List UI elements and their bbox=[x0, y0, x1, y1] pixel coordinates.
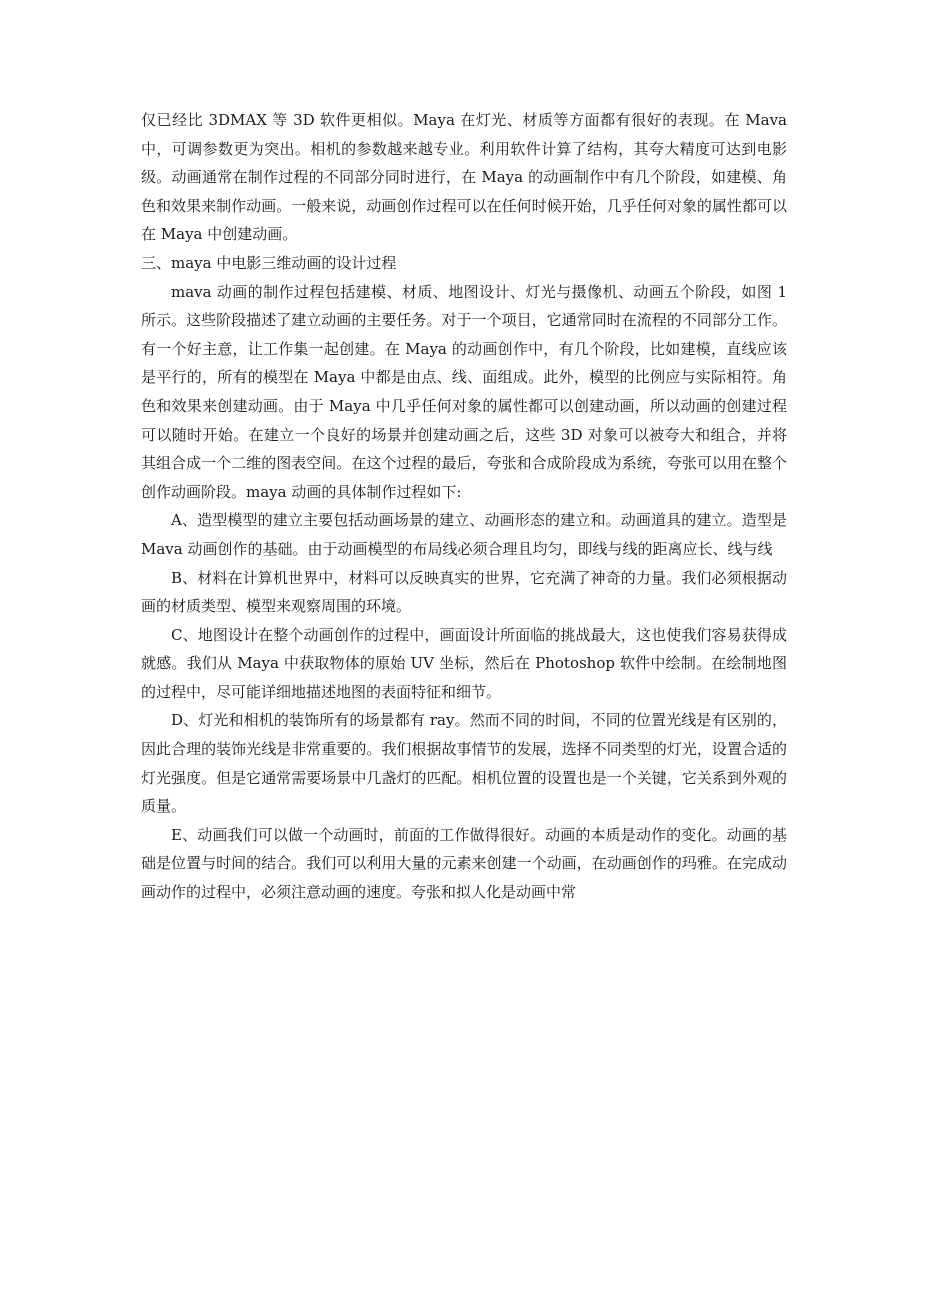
paragraph-step-c-maps: C、地图设计在整个动画创作的过程中，画面设计所面临的挑战最大，这也使我们容易获得成就感。我们从 Maya 中获取物体的原始 UV 坐标，然后在 Photoshop 软件中绘制。在绘制地图的过程中，尽可能详细地描述地图的表面特征和细节。 bbox=[141, 625, 787, 701]
section-heading: 三、maya 中电影三维动画的设计过程 bbox=[141, 253, 397, 272]
paragraph-process-overview: mava 动画的制作过程包括建模、材质、地图设计、灯光与摄像机、动画五个阶段，如图 1 所示。这些阶段描述了建立动画的主要任务。对于一个项目，它通常同时在流程的不同部分工作。有一个好主意，让工作集一起创建。在 Maya 的动画创作中，有几个阶段，比如建模，直线应该是平行的，所有的模型在 Maya 中都是由点、线、面组成。此外，模型的比例应与实际相符。角色和效果来创建动画。由于 Maya 中几乎任何对象的属性都可以创建动画，所以动画的创建过程可以随时开始。在建立一个良好的场景并创建动画之后，这些 3D 对象可以被夸大和组合，并将其组合成一个二维的图表空间。在这个过程的最后，夸张和合成阶段成为系统，夸张可以用在整个创作动画阶段。maya 动画的具体制作过程如下: bbox=[141, 282, 787, 501]
paragraph-step-a-modeling: A、造型模型的建立主要包括动画场景的建立、动画形态的建立和。动画道具的建立。造型是 Mava 动画创作的基础。由于动画模型的布局线必须合理且均匀，即线与线的距离应长、线与线 bbox=[141, 511, 787, 558]
document-page bbox=[141, 106, 787, 907]
paragraph-step-e-animation: E、动画我们可以做一个动画时，前面的工作做得很好。动画的本质是动作的变化。动画的基础是位置与时间的结合。我们可以利用大量的元素来创建一个动画，在动画创作的玛雅。在完成动画动作的过程中，必须注意动画的速度。夸张和拟人化是动画中常 bbox=[141, 825, 787, 902]
paragraph-step-d-lighting: D、灯光和相机的装饰所有的场景都有 ray。然而不同的时间，不同的位置光线是有区别的，因此合理的装饰光线是非常重要的。我们根据故事情节的发展，选择不同类型的灯光，设置合适的灯光强度。但是它通常需要场景中几盏灯的匹配。相机位置的设置也是一个关键，它关系到外观的质量。 bbox=[141, 711, 787, 816]
paragraph-step-b-materials: B、材料在计算机世界中，材料可以反映真实的世界，它充满了神奇的力量。我们必须根据动画的材质类型、模型来观察周围的环境。 bbox=[141, 568, 787, 616]
paragraph-intro-continued: 仅已经比 3DMAX 等 3D 软件更相似。Maya 在灯光、材质等方面都有很好的表现。在 Mava 中，可调参数更为突出。相机的参数越来越专业。利用软件计算了结构，其夸大精度可达到电影级。动画通常在制作过程的不同部分同时进行，在 Maya 的动画制作中有几个阶段，如建模、角色和效果来制作动画。一般来说，动画创作过程可以在任何时候开始，几乎任何对象的属性都可以在 Maya 中创建动画。 bbox=[141, 111, 787, 244]
